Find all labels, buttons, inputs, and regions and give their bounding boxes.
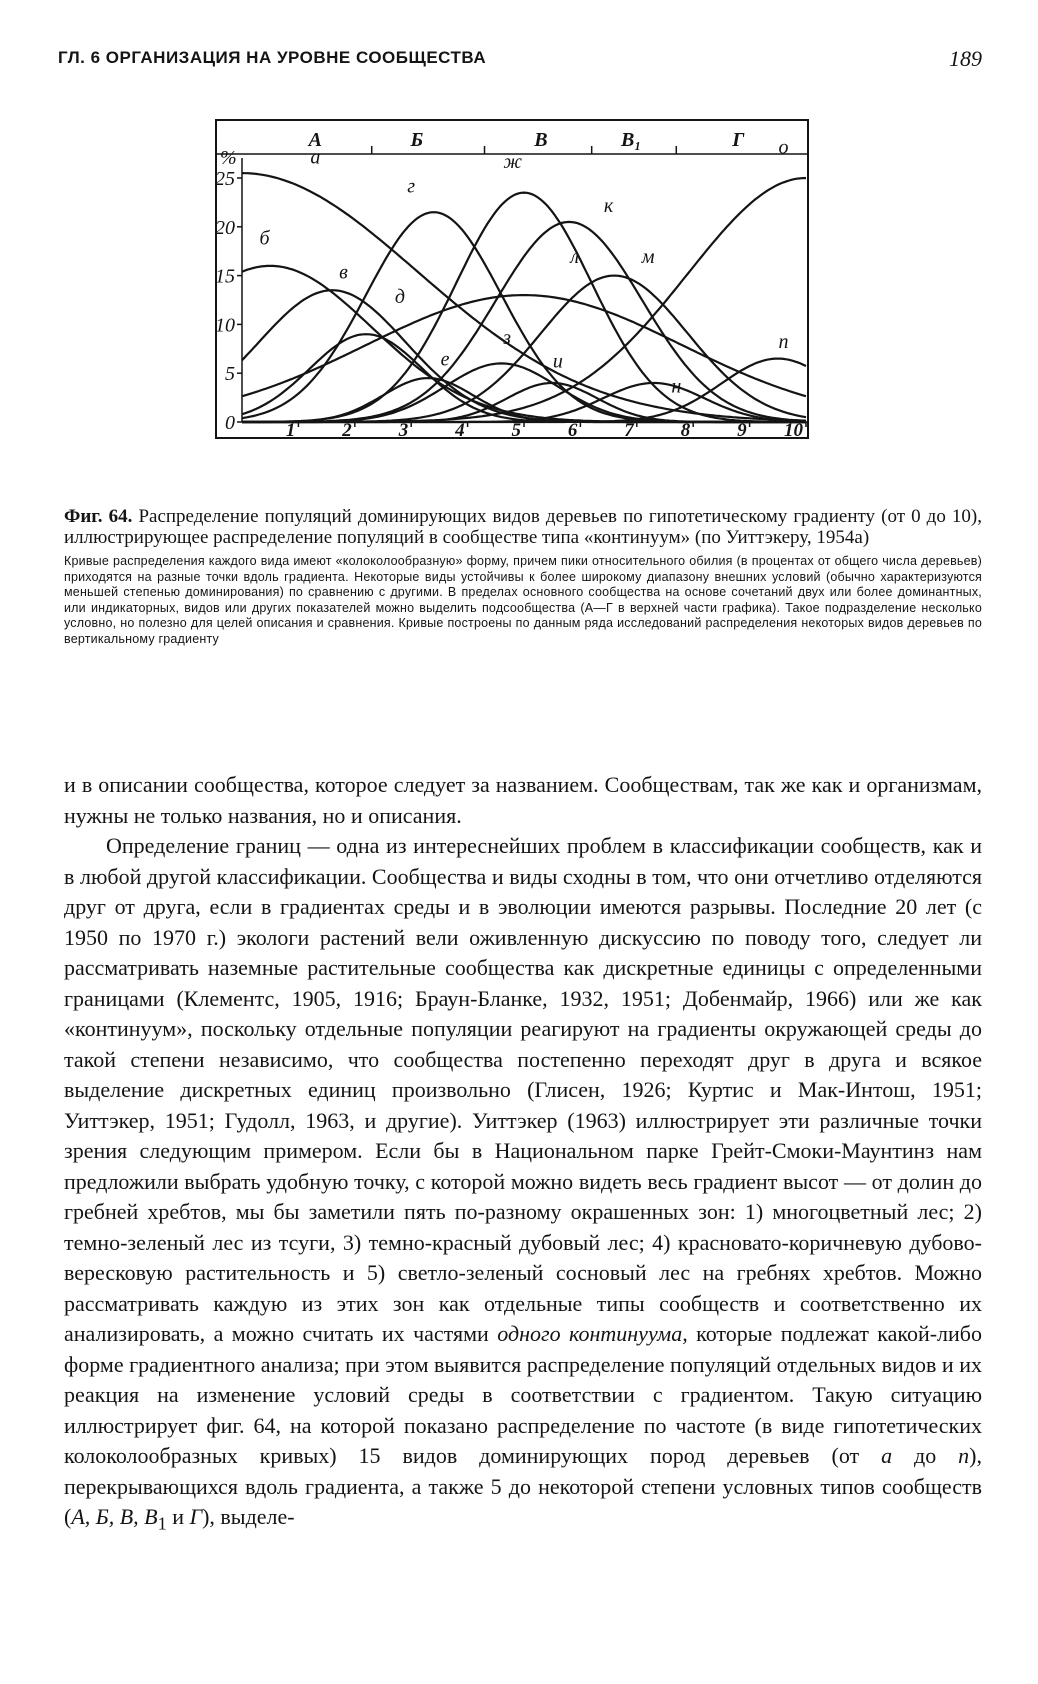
distribution-chart <box>212 118 872 478</box>
paragraph-2 <box>64 831 982 1539</box>
curve-к <box>242 222 806 422</box>
paragraph-2-emphasis-3: п <box>958 1443 970 1468</box>
body-text <box>64 770 982 1539</box>
curve-л <box>242 295 806 396</box>
paragraph-2-subscript: 1 <box>157 1513 167 1534</box>
curve-label-м: м <box>641 245 655 268</box>
page-header <box>58 44 982 76</box>
x-tick-label: 9 <box>737 420 747 441</box>
y-tick-label: 15 <box>215 265 235 288</box>
curve-label-л: л <box>570 245 580 268</box>
curve-label-к: к <box>603 195 614 218</box>
zone-label: Г <box>732 129 745 151</box>
x-tick-label: 1 <box>285 420 296 441</box>
x-tick-label: 5 <box>511 420 521 441</box>
y-tick-label: 0 <box>225 412 235 434</box>
x-tick-label: 10 <box>784 420 803 441</box>
caption-label: Фиг. 64. <box>64 506 133 527</box>
y-axis-unit: % <box>220 147 237 169</box>
paragraph-1: и в описании сообщества, которое следует за названием. Сообществам, так же как и организмам, нужны не только названия, но и описания. <box>64 772 982 828</box>
x-tick-label: 4 <box>455 420 465 441</box>
figure-caption <box>64 506 982 647</box>
curve-label-п: п <box>778 330 789 353</box>
paragraph-2-part-d: ), перекрывающихся вдоль градиента, а также 5 до некоторой степени условных типов сообществ ( <box>64 1443 982 1529</box>
paragraph-2-emphasis-4: А, Б, В, В <box>71 1504 158 1529</box>
paragraph-2-part-f: ), выделе- <box>202 1504 295 1529</box>
zone-label: В₁ <box>621 129 642 151</box>
paragraph-2-part-e: и <box>166 1504 190 1529</box>
curve-label-д: д <box>394 285 405 308</box>
x-tick-label: 6 <box>567 420 578 441</box>
caption-text: Распределение популяций доминирующих видов деревьев по гипотетическому градиенту (от 0 до 10), иллюстрирующее распределение популяций в сообществе типа «континуум» (по Уиттэкеру, 1954а) <box>64 506 982 548</box>
x-tick-label: 8 <box>680 420 691 441</box>
curve-label-г: г <box>407 175 416 198</box>
running-head: ГЛ. 6 ОРГАНИЗАЦИЯ НА УРОВНЕ СООБЩЕСТВА <box>58 48 487 67</box>
paragraph-2-emphasis: одного континуума, <box>497 1321 688 1346</box>
curve-label-в: в <box>339 261 348 284</box>
curve-о <box>242 175 806 422</box>
curve-label-и: и <box>552 350 563 373</box>
y-tick-label: 5 <box>225 363 235 386</box>
paragraph-2-emphasis-2: а <box>881 1443 893 1468</box>
curve-label-е: е <box>440 348 450 371</box>
x-tick-label: 3 <box>398 420 409 441</box>
x-tick-label: 7 <box>624 420 634 441</box>
curve-label-а: а <box>310 146 321 169</box>
curve-label-ж: ж <box>503 151 523 174</box>
paragraph-2-part-c: до <box>892 1443 959 1468</box>
zone-label: Б <box>410 129 424 151</box>
curve-label-н: н <box>671 375 682 398</box>
curve-в <box>242 290 806 422</box>
zone-label: А <box>308 129 322 151</box>
curve-ж <box>242 193 806 422</box>
x-tick-label: 2 <box>342 420 352 441</box>
paragraph-2-emphasis-5: Г <box>189 1504 203 1529</box>
y-tick-label: 10 <box>215 314 235 337</box>
page-number: 189 <box>949 46 982 71</box>
y-tick-label: 25 <box>215 168 235 190</box>
curve-label-б: б <box>259 227 270 250</box>
caption-main <box>64 506 982 548</box>
figure-64 <box>212 118 872 478</box>
paragraph-2-part-a: Определение границ — одна из интереснейших проблем в классификации сообществ, как и в любой другой классификации. Сообщества и виды сходны в том, что они отчетливо отделяются друг от друга, если в градиентах среды и в эволюции имеются разрывы. Последние 20 лет (с 1950 по 1970 г.) экологи растений вели оживленную дискуссию по поводу того, следует ли рассматривать наземные растительные сообщества как дискретные единицы с определенными границами (Клементс, 1905, 1916; Браун-Бланке, 1932, 1951; Добенмайр, 1966) или же как «континуум», поскольку отдельные популяции реагируют на градиенты окружающей среды до такой степени независимо, что сообщества постепенно переходят друг в друга и всякое выделение дискретных единиц произвольно (Глисен, 1926; Куртис и Мак-Интош, 1951; Уиттэкер, 1951; Гудолл, 1963, и другие). Уиттэкер (1963) иллюстрирует эти различные точки зрения следующим примером. Если бы в Национальном парке Грейт-Смоки-Маунтинз нам предложили выбрать удобную точку, с которой можно видеть весь градиент высот — от долин до гребней хребтов, мы бы заметили пять по-разному окрашенных зон: 1) многоцветный лес; 2) темно-зеленый лес из тсуги, 3) темно-красный дубовый лес; 4) красновато-коричневую дубово-вересковую растительность и 5) светло-зеленый сосновый лес на гребнях хребтов. Можно рассматривать каждую из этих зон как отдельные типы сообществ и соответственно их анализировать, а можно считать их частями <box>64 833 982 1346</box>
curve-label-з: з <box>503 326 511 349</box>
caption-note: Кривые распределения каждого вида имеют «колоколообразную» форму, причем пики относительного обилия (в процентах от общего числа деревьев) приходятся на разные точки вдоль градиента. Некоторые виды устойчивы к более широкому диапазону внешних условий (обычно характеризуются меньшей степенью доминирования) по сравнению с другими. В пределах основного сообщества на основе сочетаний двух или более доминантных, или индикаторных, видов или других показателей можно выделить подсообщества (А—Г в верхней части графика). Такое подразделение несколько условно, но полезно для целей описания и сравнения. Кривые построены по данным ряда исследований распределения некоторых видов деревьев по вертикальному градиенту <box>64 554 982 646</box>
y-tick-label: 20 <box>215 216 235 239</box>
zone-label: В <box>534 129 548 151</box>
paragraph-2-part-b: которые подлежат какой-либо форме градиентного анализа; при этом выявится распределение популяций отдельных видов и их реакция на изменение условий среды в соответствии с градиентом. Такую ситуацию иллюстрирует фиг. 64, на которой показано распределение по частоте (в виде гипотетических колоколообразных кривых) 15 видов доминирующих пород деревьев (от <box>64 1321 982 1468</box>
curve-label-о: о <box>778 136 789 159</box>
